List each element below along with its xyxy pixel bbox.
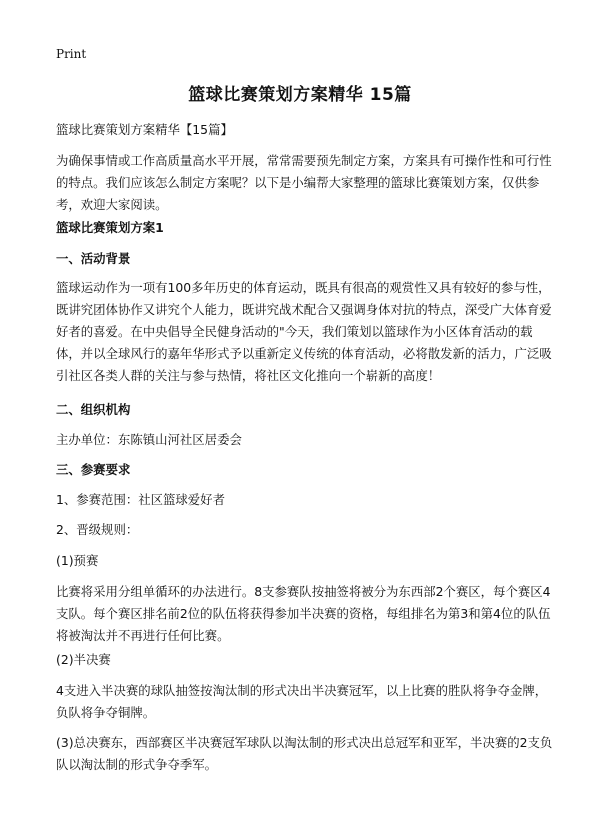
heading-organization: 二、组织机构: [56, 402, 131, 417]
prelim-title: (1)预赛: [56, 553, 99, 568]
background-paragraph: 篮球运动作为一项有100多年历史的体育运动，既具有很高的观赏性又具有较好的参与性，既讲究团体协作又讲究个人能力，既讲究战术配合又强调身体对抗的特点，深受广大体育爱好者的喜爱。在中央倡导全民健身活动的"今天，我们策划以篮球作为小区体育活动的载体，并以全球风行的嘉年华形式予以重新定义传统的体育活动，必将散发新的活力，广泛吸引社区各类人群的关注与参与热情，将社区文化推向一个崭新的高度！: [56, 280, 552, 383]
semifinal-title: (2)半决赛: [56, 652, 111, 667]
rules-paragraph: 2、晋级规则：: [56, 522, 139, 537]
semifinal-paragraph: 4支进入半决赛的球队抽签按淘汰制的形式决出半决赛冠军，以上比赛的胜队将争夺金牌，负队将争夺铜牌。: [56, 683, 548, 720]
scope-paragraph: 1、参赛范围：社区篮球爱好者: [56, 492, 225, 507]
heading-requirements: 三、参赛要求: [56, 462, 131, 477]
section-title: 篮球比赛策划方案1: [56, 220, 164, 235]
page-title: 篮球比赛策划方案精华 15篇: [188, 85, 412, 105]
heading-background: 一、活动背景: [56, 251, 131, 266]
organizer-paragraph: 主办单位：东陈镇山河社区居委会: [56, 432, 242, 447]
print-link[interactable]: Print: [56, 47, 87, 61]
document-subtitle: 篮球比赛策划方案精华【15篇】: [56, 122, 233, 137]
prelim-paragraph: 比赛将采用分组单循环的办法进行。8支参赛队按抽签将被分为东西部2个赛区，每个赛区4支队。每个赛区排名前2位的队伍将获得参加半决赛的资格，每组排名为第3和第4位的队伍将被淘汰并不再进行任何比赛。: [56, 584, 551, 643]
final-paragraph: (3)总决赛东，西部赛区半决赛冠军球队以淘汰制的形式决出总冠军和亚军，半决赛的2支负队以淘汰制的形式争夺季军。: [56, 735, 553, 772]
intro-paragraph: 为确保事情或工作高质量高水平开展，常常需要预先制定方案，方案具有可操作性和可行性的特点。我们应该怎么制定方案呢？以下是小编帮大家整理的篮球比赛策划方案，仅供参考，欢迎大家阅读。: [56, 153, 552, 212]
